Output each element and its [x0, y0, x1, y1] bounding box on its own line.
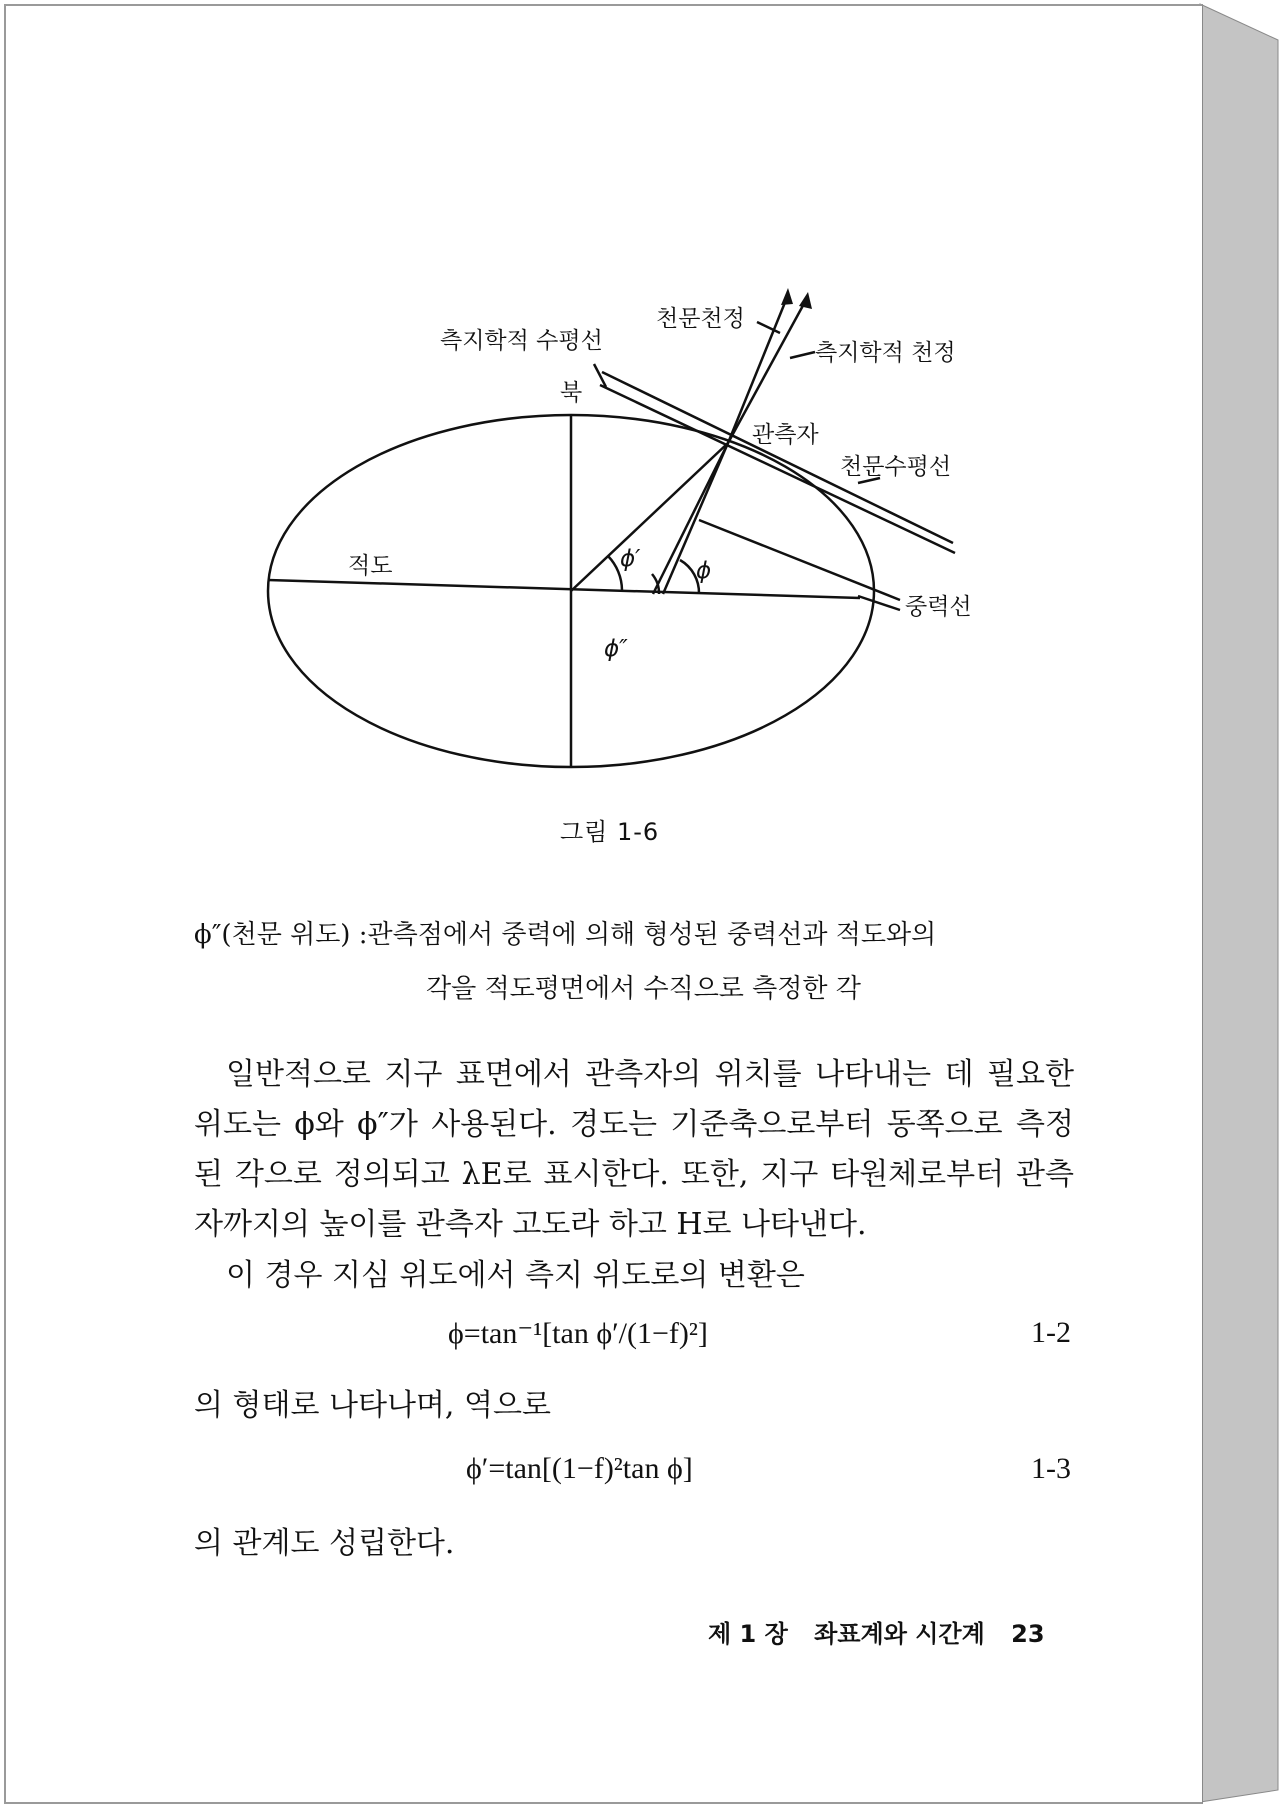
equation-2: ϕ′=tan[(1−f)²tan ϕ] [466, 1452, 693, 1485]
definition-line2: 각을 적도평면에서 수직으로 측정한 각 [426, 974, 861, 1004]
footer-chapter: 제 1 장 [708, 1620, 788, 1648]
equation-1-number: 1-2 [1031, 1316, 1071, 1349]
line-after-equation-1: 의 형태로 나타나며, 역으로 [194, 1388, 551, 1423]
gravity-line [653, 443, 728, 594]
definition-term: ϕ″(천문 위도) : [194, 920, 368, 950]
definition-block [194, 908, 937, 1004]
figure-caption: 그림 1-6 [560, 818, 660, 846]
label-phi-prime: ϕ′ [620, 546, 641, 572]
footer-page-number: 23 [1011, 1620, 1045, 1648]
label-geodetic-zenith: 측지학적 천정 [815, 340, 956, 366]
label-astronomic-horizon: 천문수평선 [840, 454, 952, 480]
page-footer [708, 1614, 1063, 1649]
label-north: 북 [560, 380, 583, 406]
latitude-diagram [0, 0, 1281, 900]
paragraph-1: 일반적으로 지구 표면에서 관측자의 위치를 나타내는 데 필요한 위도는 ϕ와 ϕ″가 사용된다. 경도는 기준축으로부터 동쪽으로 측정된 각으로 정의되고 λE로 표시한다. 또한, 지구 타원체로부터 관측자까지의 높이를 관측자 고도라 하고 H로 나타낸다. [194, 1057, 1074, 1242]
label-equator: 적도 [348, 553, 393, 579]
label-observer: 관측자 [752, 422, 819, 448]
label-geodetic-horizon: 측지학적 수평선 [440, 328, 603, 354]
definition-line1: 관측점에서 중력에 의해 형성된 중력선과 적도와의 [367, 920, 937, 950]
label-gravity-line: 중력선 [905, 594, 972, 620]
label-astronomic-zenith: 천문천정 [656, 306, 745, 332]
equation-1: ϕ=tan⁻¹[tan ϕ′/(1−f)²] [448, 1317, 708, 1350]
paragraph-2: 이 경우 지심 위도에서 측지 위도로의 변환은 [226, 1258, 805, 1293]
equator-line [268, 580, 860, 598]
equation-2-number: 1-3 [1031, 1452, 1071, 1485]
footer-title: 좌표계와 시간계 [814, 1620, 985, 1648]
label-phi-double-prime: ϕ″ [604, 636, 628, 662]
line-after-equation-2: 의 관계도 성립한다. [194, 1526, 455, 1561]
label-phi: ϕ [696, 558, 712, 584]
